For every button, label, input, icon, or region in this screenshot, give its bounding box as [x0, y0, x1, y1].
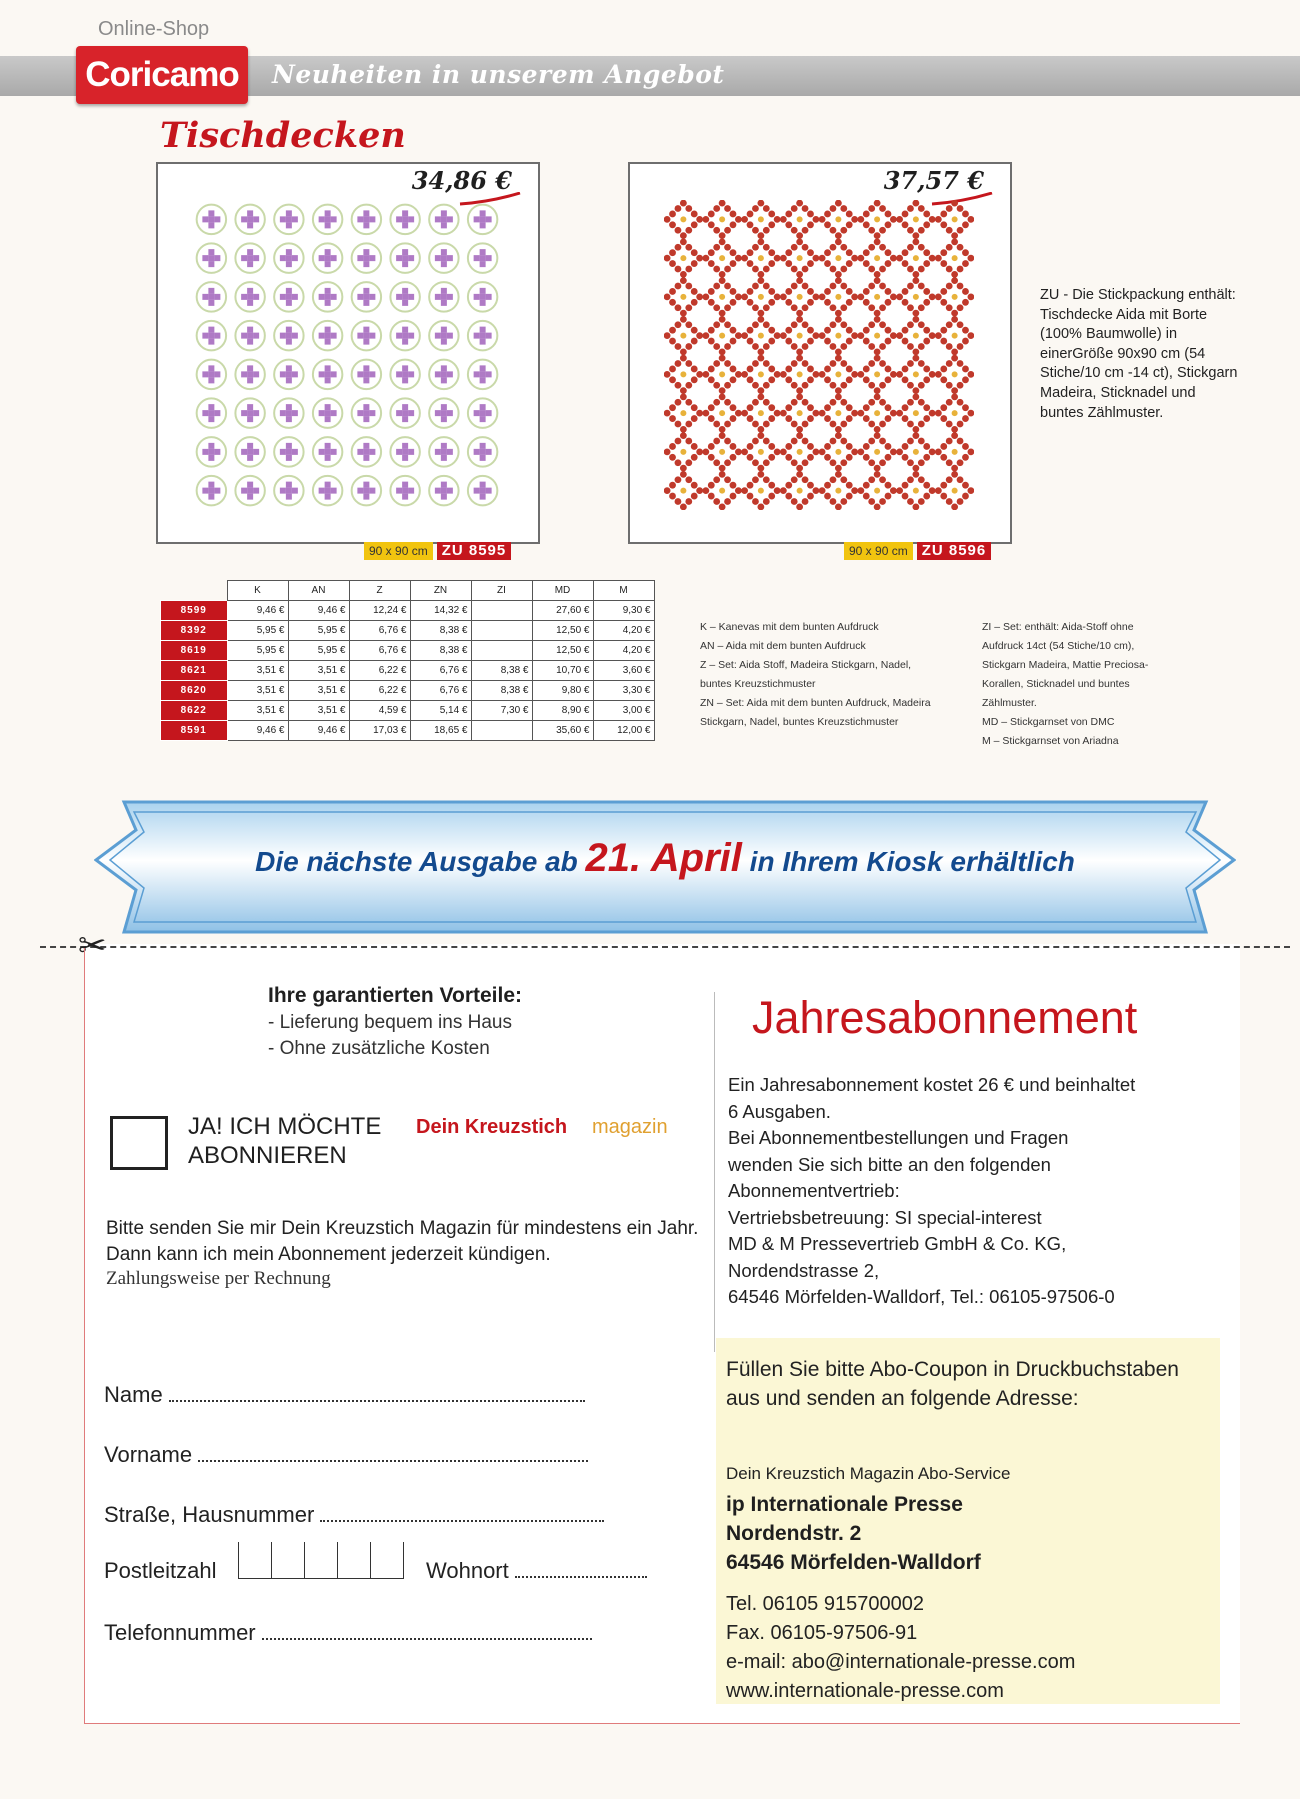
contact-details [726, 1590, 1075, 1706]
wohnort-input-line[interactable] [515, 1556, 647, 1578]
price-cell: 6,22 € [349, 681, 410, 701]
price-cell: 5,14 € [410, 701, 471, 721]
telefon-label: Telefonnummer [104, 1620, 256, 1645]
price-cell: 9,46 € [288, 601, 349, 621]
jahresabonnement-line: Ein Jahresabonnement kostet 26 € und beinhaltet [728, 1074, 1136, 1095]
plz-digit-box[interactable] [337, 1542, 370, 1579]
telefon-input-line[interactable] [262, 1618, 592, 1640]
address-intro: Füllen Sie bitte Abo-Coupon in Druckbuchstaben aus und senden an folgende Adresse: [726, 1358, 1179, 1410]
banner-before: Die nächste Ausgabe ab [255, 846, 586, 877]
banner-text [90, 836, 1240, 881]
price-cell: 7,30 € [471, 701, 532, 721]
price-cell: 12,50 € [532, 621, 593, 641]
price-cell: 6,76 € [349, 621, 410, 641]
price-column-header: MD [532, 581, 593, 601]
price-cell: 9,46 € [227, 721, 288, 741]
legend-line: Z – Set: Aida Stoff, Madeira Stickgarn, Nadel, [700, 659, 912, 671]
price-row [161, 661, 655, 681]
price-table-body [161, 601, 655, 741]
price-column-header: M [593, 581, 654, 601]
price-cell: 8,38 € [471, 681, 532, 701]
magazine-word: magazin [592, 1116, 668, 1138]
product-card[interactable] [156, 162, 540, 544]
tablecloth-pattern-image [192, 200, 502, 510]
tablecloth-pattern-image [664, 200, 974, 510]
legend-line: K – Kanevas mit dem bunten Aufdruck [700, 621, 879, 633]
price-column-header: AN [288, 581, 349, 601]
plz-digit-box[interactable] [304, 1542, 337, 1579]
address-line: Nordendstr. 2 [726, 1522, 862, 1545]
subscribe-line-1: JA! ICH MÖCHTE [188, 1113, 382, 1140]
legend-line: M – Stickgarnset von Ariadna [982, 735, 1119, 747]
price-row [161, 601, 655, 621]
price-row [161, 681, 655, 701]
price-cell [471, 721, 532, 741]
product-code: ZU 8595 [437, 542, 512, 560]
price-cell [471, 621, 532, 641]
price-cell: 27,60 € [532, 601, 593, 621]
article-code: 8621 [161, 661, 228, 681]
strasse-field[interactable] [104, 1500, 604, 1528]
wohnort-label: Wohnort [426, 1558, 509, 1583]
section-title: Tischdecken [160, 115, 406, 156]
jahresabonnement-line: 64546 Mörfelden-Walldorf, Tel.: 06105-97506-0 [728, 1286, 1115, 1307]
subscribe-checkbox[interactable] [110, 1116, 168, 1170]
price-row [161, 721, 655, 741]
legend-line: Aufdruck 14ct (54 Stiche/10 cm), [982, 640, 1135, 652]
vorname-field[interactable] [104, 1440, 588, 1468]
column-divider [714, 992, 715, 1352]
name-input-line[interactable] [169, 1380, 585, 1402]
vorname-input-line[interactable] [198, 1440, 588, 1462]
price-cell: 14,32 € [410, 601, 471, 621]
name-field[interactable] [104, 1380, 585, 1408]
plz-digit-box[interactable] [370, 1542, 404, 1579]
product-price: 37,57 € [883, 166, 984, 195]
zu-description: ZU - Die Stickpackung enthält: Tischdecke Aida mit Borte (100% Baumwolle) in einerGröße 90x90 cm (54 Stiche/10 cm -14 ct), Stickgarn Madeira, Sticknadel und buntes Zählmuster. [1040, 287, 1238, 421]
advantage-item: - Lieferung bequem ins Haus [268, 1012, 512, 1033]
jahresabonnement-line: Vertriebsbetreuung: SI special-interest [728, 1206, 1042, 1228]
price-row [161, 621, 655, 641]
contact-line: e-mail: abo@internationale-presse.com [726, 1651, 1076, 1673]
jahresabonnement-line: Abonnementvertrieb: [728, 1180, 900, 1201]
banner-date: 21. April [585, 836, 742, 880]
strasse-label: Straße, Hausnummer [104, 1502, 315, 1527]
price-cell: 4,59 € [349, 701, 410, 721]
banner-after: in Ihrem Kiosk erhältlich [741, 846, 1075, 877]
article-code: 8622 [161, 701, 228, 721]
price-cell: 3,51 € [227, 701, 288, 721]
product-code: ZU 8596 [917, 542, 992, 560]
jahresabonnement-line: Bei Abonnementbestellungen und Fragen [728, 1127, 1069, 1148]
price-cell: 5,95 € [288, 641, 349, 661]
jahresabonnement-title: Jahresabonnement [752, 992, 1138, 1043]
article-code: 8599 [161, 601, 228, 621]
size-tag: 90 x 90 cm [844, 542, 913, 560]
contact-line: Tel. 06105 915700002 [726, 1593, 924, 1615]
jahresabonnement-line: wenden Sie sich bitte an den folgenden [728, 1153, 1051, 1175]
legend-right [982, 618, 1182, 751]
address-line: ip Internationale Presse [726, 1493, 963, 1516]
price-cell: 6,76 € [410, 661, 471, 681]
article-code: 8591 [161, 721, 228, 741]
product-tags [844, 542, 991, 560]
advantage-item: - Ohne zusätzliche Kosten [268, 1038, 490, 1059]
legend-line: ZN – Set: Aida mit dem bunten Aufdruck, Madeira [700, 697, 931, 709]
coupon-bottom-border [84, 1723, 1240, 1724]
jahresabonnement-line: MD & M Pressevertrieb GmbH & Co. KG, [728, 1233, 1067, 1254]
size-tag: 90 x 90 cm [364, 542, 433, 560]
price-column-header: ZN [410, 581, 471, 601]
price-cell [471, 601, 532, 621]
legend-line: MD – Stickgarnset von DMC [982, 716, 1115, 728]
legend-line: AN – Aida mit dem bunten Aufdruck [700, 640, 866, 652]
price-cell: 6,76 € [349, 641, 410, 661]
plz-digit-box[interactable] [271, 1542, 304, 1579]
advantages-title: Ihre garantierten Vorteile: [268, 984, 523, 1007]
jahresabonnement-line: 6 Ausgaben. [728, 1100, 831, 1122]
product-card[interactable] [628, 162, 1012, 544]
article-code: 8619 [161, 641, 228, 661]
price-cell: 9,46 € [227, 601, 288, 621]
legend-line: ZI – Set: enthält: Aida-Stoff ohne [982, 621, 1134, 633]
wohnort-field[interactable] [426, 1556, 647, 1584]
name-label: Name [104, 1382, 163, 1407]
price-cell: 35,60 € [532, 721, 593, 741]
jahresabonnement-text [728, 1072, 1214, 1311]
price-cell [471, 641, 532, 661]
legend-line: buntes Kreuzstichmuster [700, 678, 816, 690]
legend-line: Stickgarn, Nadel, buntes Kreuzstichmuster [700, 716, 899, 728]
payment-method: Zahlungsweise per Rechnung [106, 1268, 331, 1289]
price-table [160, 580, 655, 741]
price-cell: 9,80 € [532, 681, 593, 701]
price-cell: 9,30 € [593, 601, 654, 621]
price-column-header: Z [349, 581, 410, 601]
price-cell: 5,95 € [288, 621, 349, 641]
price-cell: 3,00 € [593, 701, 654, 721]
contact-line: www.internationale-presse.com [726, 1680, 1004, 1702]
strasse-input-line[interactable] [320, 1500, 604, 1522]
price-cell: 5,95 € [227, 621, 288, 641]
price-cell: 3,51 € [227, 681, 288, 701]
price-cell: 8,90 € [532, 701, 593, 721]
price-cell: 3,30 € [593, 681, 654, 701]
price-cell: 12,00 € [593, 721, 654, 741]
legend-left [700, 618, 960, 732]
telefon-field[interactable] [104, 1618, 592, 1646]
plz-input[interactable] [238, 1542, 404, 1584]
coricamo-logo[interactable]: Coricamo [76, 46, 248, 104]
price-cell: 12,24 € [349, 601, 410, 621]
article-code: 8620 [161, 681, 228, 701]
coupon-left-border [84, 948, 85, 1724]
price-cell: 6,22 € [349, 661, 410, 681]
header-title: Neuheiten in unserem Angebot [272, 60, 725, 89]
price-cell: 4,20 € [593, 641, 654, 661]
magazine-name: Dein Kreuzstich [416, 1116, 568, 1138]
jahresabonnement-line: Nordendstrasse 2, [728, 1259, 880, 1281]
price-table-header [161, 581, 655, 601]
address-line: 64546 Mörfelden-Walldorf [726, 1551, 981, 1574]
price-column-header: K [227, 581, 288, 601]
price-row [161, 641, 655, 661]
price-cell: 3,60 € [593, 661, 654, 681]
subscribe-line-2: ABONNIEREN [188, 1142, 347, 1169]
price-column-header: ZI [471, 581, 532, 601]
price-cell: 9,46 € [288, 721, 349, 741]
online-shop-label: Online-Shop [98, 18, 210, 40]
price-cell: 3,51 € [288, 681, 349, 701]
price-cell: 3,51 € [227, 661, 288, 681]
price-cell: 8,38 € [410, 621, 471, 641]
article-code: 8392 [161, 621, 228, 641]
price-cell: 18,65 € [410, 721, 471, 741]
product-price: 34,86 € [411, 166, 512, 195]
legend-line: Zählmuster. [982, 697, 1037, 709]
price-cell: 10,70 € [532, 661, 593, 681]
legend-line: Korallen, Sticknadel und buntes [982, 678, 1130, 690]
price-cell: 3,51 € [288, 661, 349, 681]
plz-label: Postleitzahl [104, 1558, 217, 1583]
price-cell: 8,38 € [471, 661, 532, 681]
abo-service-name: Dein Kreuzstich Magazin Abo-Service [726, 1464, 1011, 1483]
vorname-label: Vorname [104, 1442, 193, 1467]
price-cell: 8,38 € [410, 641, 471, 661]
scissors-icon: ✂ [78, 927, 107, 965]
contact-line: Fax. 06105-97506-91 [726, 1622, 918, 1644]
price-cell: 17,03 € [349, 721, 410, 741]
cut-line [40, 946, 1290, 948]
price-cell: 3,51 € [288, 701, 349, 721]
legend-line: Stickgarn Madeira, Mattie Preciosa- [982, 659, 1149, 671]
price-cell: 6,76 € [410, 681, 471, 701]
price-cell: 4,20 € [593, 621, 654, 641]
price-row [161, 701, 655, 721]
price-cell: 5,95 € [227, 641, 288, 661]
price-cell: 12,50 € [532, 641, 593, 661]
plz-digit-box[interactable] [238, 1542, 271, 1579]
postal-address [726, 1490, 981, 1577]
request-text: Bitte senden Sie mir Dein Kreuzstich Magazin für mindestens ein Jahr. Dann kann ich mein Abonnement jederzeit kündigen. [106, 1218, 699, 1265]
product-tags [364, 542, 511, 560]
